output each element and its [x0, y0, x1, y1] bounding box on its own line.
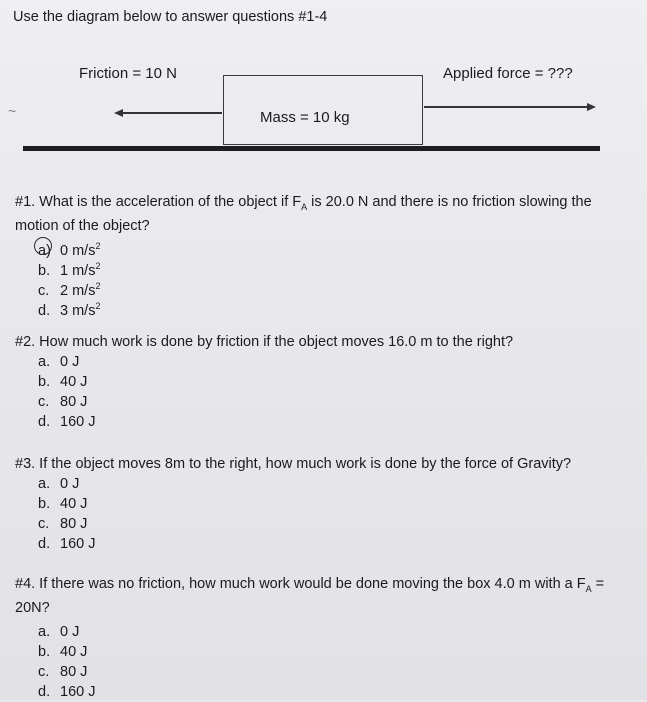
question-2-options [15, 352, 615, 432]
option-value: 3 m/s [60, 302, 96, 319]
question-4-options [15, 622, 615, 702]
option-value: 0 J [60, 623, 80, 640]
pencil-mark: ~ [8, 103, 17, 119]
option-value: 160 J [60, 414, 96, 430]
option-value: 1 m/s [60, 262, 96, 279]
option-letter: b. [38, 496, 51, 512]
option-value: 80 J [60, 394, 88, 410]
force-diagram [0, 55, 647, 165]
question-1 [15, 193, 615, 319]
question-4-text [15, 575, 615, 618]
option-letter: d. [38, 683, 51, 700]
option-exponent: 2 [95, 260, 101, 271]
option-letter: d. [38, 536, 51, 552]
friction-arrow-shaft [122, 112, 222, 114]
mass-label: Mass = 10 kg [260, 109, 350, 126]
question-1-subscript: A [301, 201, 308, 212]
option-letter: c. [38, 394, 50, 410]
applied-force-arrow-shaft [424, 106, 587, 108]
option-letter: c. [38, 663, 50, 680]
option-value: 80 J [60, 516, 88, 532]
friction-label: Friction = 10 N [79, 65, 177, 82]
option-c[interactable] [38, 276, 615, 299]
question-4 [15, 575, 615, 702]
option-exponent: 2 [95, 300, 101, 311]
option-value: 0 J [60, 476, 80, 492]
option-letter: c. [38, 282, 50, 299]
option-value: 0 J [60, 354, 80, 370]
option-c[interactable] [38, 392, 615, 412]
option-value: 40 J [60, 496, 88, 512]
option-value: 160 J [60, 683, 96, 700]
question-1-text-after: is 20.0 N and there is no friction slowing the motion of the object? [15, 194, 592, 234]
question-2 [15, 333, 615, 432]
friction-arrow-head [114, 109, 123, 117]
question-4-text-after: = 20N? [15, 576, 605, 616]
option-b[interactable] [38, 372, 615, 392]
option-a[interactable] [38, 622, 615, 642]
option-letter: c. [38, 516, 50, 532]
option-letter: b. [38, 374, 51, 390]
selected-answer-circle [34, 237, 52, 255]
option-letter: a) [38, 242, 51, 259]
question-4-subscript: A [585, 583, 592, 594]
applied-force-arrow-head [587, 103, 596, 111]
option-value: 160 J [60, 536, 96, 552]
question-3-options [15, 474, 615, 554]
option-value: 0 m/s [60, 242, 96, 259]
option-d[interactable] [38, 682, 615, 702]
option-exponent: 2 [95, 240, 101, 251]
option-d[interactable] [38, 534, 615, 554]
question-2-text: #2. How much work is done by friction if the object moves 16.0 m to the right? [15, 334, 514, 350]
option-b[interactable] [38, 256, 615, 279]
question-4-text-before: #4. If there was no friction, how much work would be done moving the box 4.0 m with a F [15, 576, 586, 592]
option-value: 40 J [60, 374, 88, 390]
option-c[interactable] [38, 514, 615, 534]
option-value: 80 J [60, 663, 88, 680]
instructions-text: Use the diagram below to answer questions #1-4 [13, 9, 328, 25]
question-1-options [15, 236, 615, 319]
question-3 [15, 455, 615, 554]
option-a[interactable] [38, 236, 615, 259]
applied-force-label: Applied force = ??? [443, 65, 573, 82]
option-letter: d. [38, 414, 51, 430]
option-c[interactable] [38, 662, 615, 682]
option-a[interactable] [38, 352, 615, 372]
option-a[interactable] [38, 474, 615, 494]
option-b[interactable] [38, 642, 615, 662]
option-value: 2 m/s [60, 282, 96, 299]
option-letter: b. [38, 262, 51, 279]
option-value: 40 J [60, 643, 88, 660]
question-1-text-before: #1. What is the acceleration of the object if F [15, 194, 302, 210]
option-d[interactable] [38, 412, 615, 432]
ground-surface [23, 146, 600, 151]
option-letter: b. [38, 643, 51, 660]
question-1-text [15, 193, 615, 236]
option-letter: a. [38, 623, 51, 640]
question-3-text: #3. If the object moves 8m to the right, how much work is done by the force of Gravity? [15, 456, 572, 472]
option-letter: d. [38, 302, 51, 319]
option-letter: a. [38, 354, 51, 370]
option-letter: a. [38, 476, 51, 492]
option-exponent: 2 [95, 280, 101, 291]
option-d[interactable] [38, 296, 615, 319]
option-b[interactable] [38, 494, 615, 514]
